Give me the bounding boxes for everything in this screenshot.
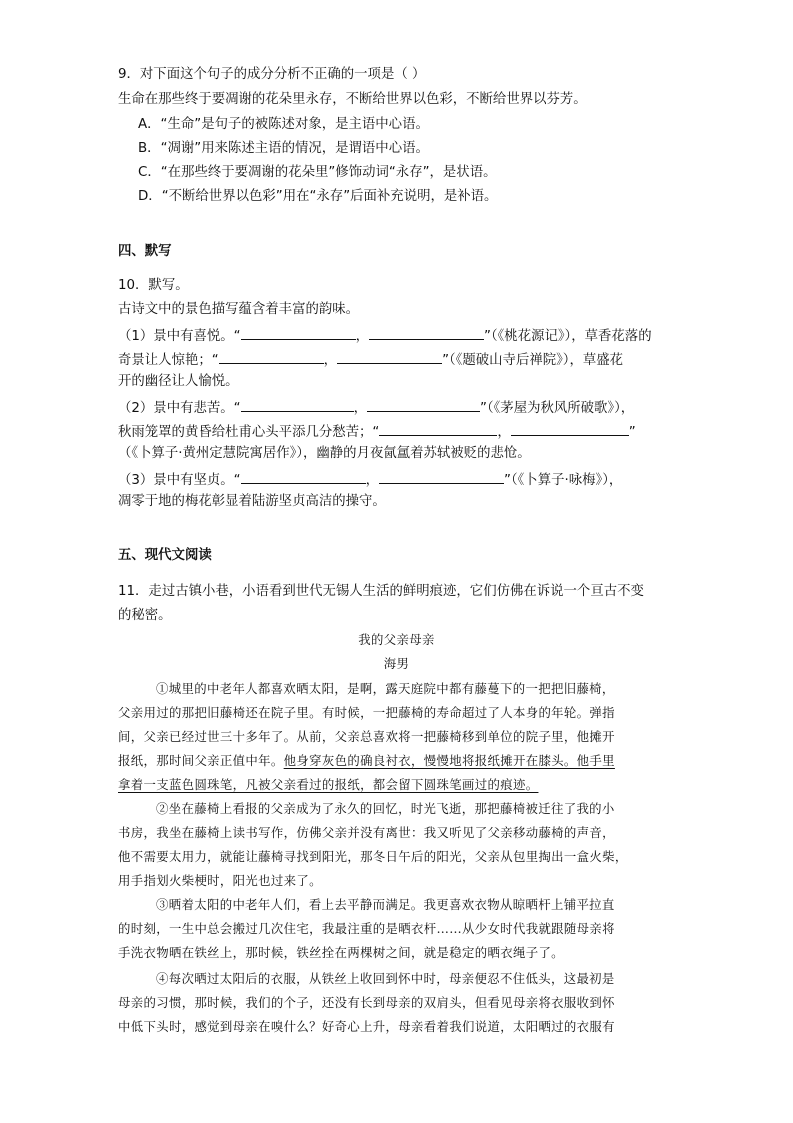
- passage-para3-line1: ③晒着太阳的中老年人们，看上去平静而满足。我更喜欢衣物从晾晒杆上铺平拉直: [156, 897, 615, 912]
- q10-part3-line2: 凋零于地的梅花彰显着陆游坚贞高洁的操守。: [118, 494, 386, 509]
- q9-option-b: B．“凋谢”用来陈述主语的情况，是谓语中心语。: [138, 141, 429, 156]
- answer-blank[interactable]: [241, 325, 356, 340]
- q11-stem-line1: 11．走过古镇小巷，小语看到世代无锡人生活的鲜明痕迹，它们仿佛在诉说一个亘古不变: [118, 584, 644, 599]
- answer-blank[interactable]: [369, 325, 484, 340]
- q10-part2-line2: 秋雨笼罩的黄昏给杜甫心头平添几分愁苦；“ ， ”: [118, 421, 636, 442]
- section-heading-dictation: 四、默写: [118, 244, 172, 259]
- passage-para4-line1: ④每次晒过太阳后的衣服，从铁丝上收回到怀中时，母亲便忍不住低头，这最初是: [156, 971, 615, 986]
- passage-para3-line2: 的时刻，一生中总会搬过几次住宅，我最注重的是晒衣杆……从少女时代我就跟随母亲将: [118, 921, 615, 936]
- q10-part1-line3: 开的幽径让人愉悦。: [118, 374, 239, 389]
- q9-option-d: D．“不断给世界以色彩”用在“永存”后面补充说明，是补语。: [138, 189, 498, 204]
- underlined-sentence: 他身穿灰色的确良衬衣，慢慢地将报纸摊开在膝头。他手里: [283, 753, 615, 768]
- q10-part2-line3: （《卜算子·黄州定慧院寓居作》），幽静的月夜氤氲着苏轼被贬的悲怆。: [118, 446, 531, 461]
- answer-blank[interactable]: [379, 421, 497, 436]
- q9-sentence: 生命在那些终于要凋谢的花朵里永存，不断给世界以色彩，不断给世界以芬芳。: [118, 92, 587, 107]
- section-heading-reading: 五、现代文阅读: [118, 548, 212, 563]
- answer-blank[interactable]: [241, 469, 366, 484]
- passage-para2-line2: 书房，我坐在藤椅上读书写作，仿佛父亲并没有离世：我又听见了父亲移动藤椅的声音，: [118, 825, 615, 840]
- q10-part1-line1: （1）景中有喜悦。“ ， ”（《桃花源记》），草香花落的: [118, 325, 652, 346]
- passage-para2-line1: ②坐在藤椅上看报的父亲成为了永久的回忆，时光飞逝，那把藤椅被迁往了我的小: [156, 801, 615, 816]
- q9-stem: 9．对下面这个句子的成分分析不正确的一项是（ ）: [118, 67, 426, 82]
- answer-blank[interactable]: [367, 397, 480, 412]
- q9-option-a: A．“生命”是句子的被陈述对象，是主语中心语。: [138, 117, 429, 132]
- passage-para4-line3: 中低下头时，感觉到母亲在嗅什么？好奇心上升，母亲看着我们说道，太阳晒过的衣服有: [118, 1019, 615, 1034]
- q10-part2-line1: （2）景中有悲苦。“ ， ”（《茅屋为秋风所破歌》），: [118, 397, 634, 418]
- q10-stem: 10．默写。: [118, 278, 189, 293]
- passage-para1-line2: 父亲用过的那把旧藤椅还在院子里。有时候，一把藤椅的寿命超过了人本身的年轮。弹指: [118, 705, 615, 720]
- passage-para2-line4: 用手指划火柴梗时，阳光也过来了。: [118, 873, 322, 888]
- passage-para3-line3: 手洗衣物晒在铁丝上，那时候，铁丝拴在两棵树之间，就是稳定的晒衣绳子了。: [118, 945, 564, 960]
- passage-author: 海男: [383, 656, 410, 671]
- q10-part1-line2: 奇景让人惊艳；“ ， ”（《题破山寺后禅院》），草盛花: [118, 349, 623, 370]
- passage-para4-line2: 母亲的习惯，那时候，我们的个子，还没有长到母亲的双肩头，但看见母亲将衣服收到怀: [118, 995, 615, 1010]
- q11-stem-line2: 的秘密。: [118, 608, 172, 623]
- passage-para2-line3: 他不需要太用力，就能让藤椅寻找到阳光，那冬日午后的阳光，父亲从包里掏出一盒火柴，: [118, 849, 628, 864]
- q10-intro: 古诗文中的景色描写蕴含着丰富的韵味。: [118, 302, 360, 317]
- passage-title: 我的父亲母亲: [358, 632, 435, 647]
- q9-option-c: C．“在那些终于要凋谢的花朵里”修饰动词“永存”，是状语。: [138, 165, 497, 180]
- answer-blank[interactable]: [379, 469, 504, 484]
- answer-blank[interactable]: [511, 421, 629, 436]
- passage-para1-line4: 报纸，那时间父亲正值中年。他身穿灰色的确良衬衣，慢慢地将报纸摊开在膝头。他手里: [118, 753, 615, 768]
- answer-blank[interactable]: [219, 349, 324, 364]
- q10-part3-line1: （3）景中有坚贞。“ ， ”（《卜算子·咏梅》），: [118, 469, 622, 490]
- answer-blank[interactable]: [337, 349, 442, 364]
- passage-para1-line5: 拿着一支蓝色圆珠笔，凡被父亲看过的报纸，都会留下圆珠笔画过的痕迹。: [118, 777, 539, 792]
- passage-para1-line3: 间，父亲已经过世三十多年了。从前，父亲总喜欢将一把藤椅移到单位的院子里，他摊开: [118, 729, 615, 744]
- answer-blank[interactable]: [241, 397, 354, 412]
- passage-para1-line1: ①城里的中老年人都喜欢晒太阳，是啊，露天庭院中都有藤蔓下的一把把旧藤椅，: [156, 681, 615, 696]
